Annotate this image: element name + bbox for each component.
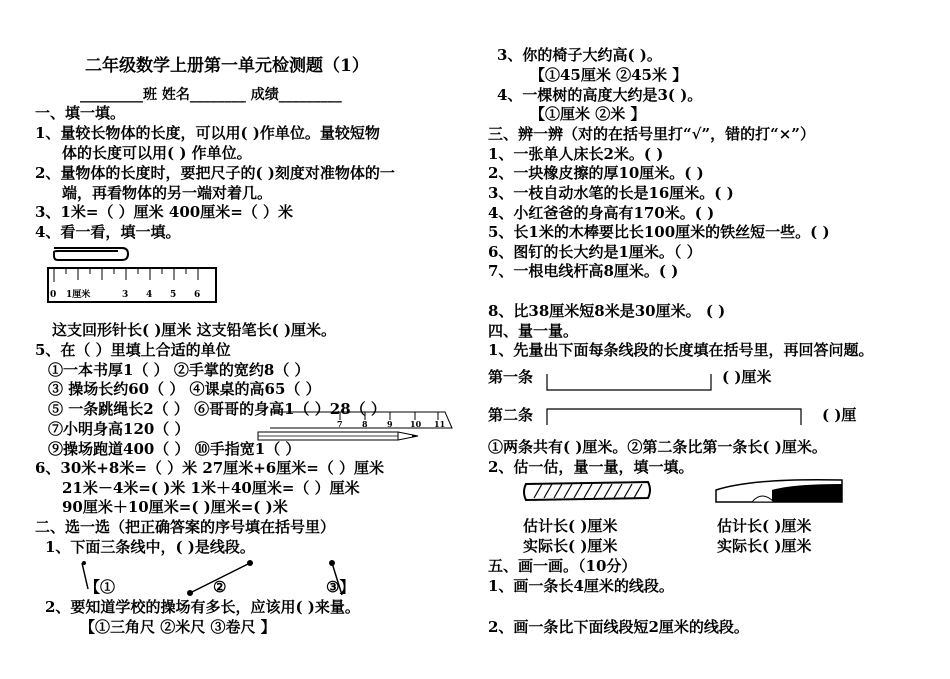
actual-1: 实际长( )厘米 — [523, 537, 618, 555]
measure-1: 1、先量出下面每条线段的长度填在括号里，再回答问题。 — [488, 341, 874, 359]
q6-row3: 90厘米＋10厘米=( )厘米=( )米 — [62, 498, 288, 516]
judge-1: 1、一张单人床长2米。( ) — [488, 145, 664, 163]
q1-line2: 体的长度可以用( ) 作单位。 — [62, 144, 252, 162]
pencil-ruler-label-11: 11 — [434, 419, 446, 429]
ruler-label-3: 3 — [122, 290, 129, 300]
q2-2-options: 【①三角尺 ②米尺 ③卷尺 】 — [80, 618, 276, 636]
judge-3: 3、一枝自动水笔的长是16厘米。( ) — [488, 184, 734, 202]
q2-1: 1、下面三条线中，( )是线段。 — [45, 538, 255, 556]
q2-line1: 2、量物体的长度时，要把尺子的( )刻度对准物体的一 — [35, 164, 395, 182]
pencil-ruler-label-10: 10 — [410, 419, 422, 429]
section-1-heading: 一、填一填。 — [35, 104, 126, 122]
segment-1 — [545, 370, 715, 394]
q5-row5: ⑨操场跑道400（ ） ⑩手指宽1（ ） — [48, 440, 301, 458]
section-4-heading: 四、量一量。 — [488, 322, 579, 340]
stick-icon — [520, 478, 655, 504]
draw-2: 2、画一条比下面线段短2厘米的线段。 — [488, 618, 749, 636]
q2-2: 2、要知道学校的操场有多长，应该用( )来量。 — [45, 598, 360, 616]
draw-1: 1、画一条长4厘米的线段。 — [488, 577, 674, 595]
pencil-icon — [258, 432, 418, 440]
pencil-ruler-label-7: 7 — [337, 419, 343, 429]
ruler-label-5: 5 — [170, 290, 177, 300]
q6-row2: 21米－4米=( )米 1米＋40厘米=（ ）厘米 — [62, 479, 360, 497]
page-title: 二年级数学上册第一单元检测题（1） — [85, 56, 369, 76]
ruler-label-6: 6 — [194, 290, 201, 300]
judge-2: 2、一块橡皮擦的厚10厘米。( ) — [488, 164, 704, 182]
q5-row2: ③ 操场长约60（ ） ④课桌的高65（ ） — [48, 380, 321, 398]
section-5-heading: 五、画一画。（10分） — [488, 557, 637, 575]
q2-line2: 端，再看物体的另一端对着几。 — [62, 184, 273, 202]
judge-7: 7、一根电线杆高8厘米。( ) — [488, 262, 679, 280]
pencil-ruler-figure — [240, 400, 460, 450]
estimate-1: 估计长( )厘米 — [523, 517, 618, 535]
option-3-label: ③】 — [326, 578, 355, 596]
q2-3: 3、你的椅子大约高( )。 — [497, 46, 662, 64]
judge-4: 4、小红爸爸的身高有170米。( ) — [488, 204, 715, 222]
q4-answer-line: 这支回形针长( )厘米 这支铅笔长( )厘米。 — [52, 321, 337, 339]
segment-2 — [545, 405, 805, 429]
pencil-ruler-label-8: 8 — [362, 419, 368, 429]
segment-2-label: 第二条 — [488, 406, 534, 424]
q5-row1: ①一本书厚1（ ） ②手掌的宽约8（ ） — [48, 361, 310, 379]
ruler-label-0: 0 — [50, 290, 57, 300]
measure-1-question: ①两条共有( )厘米。②第二条比第一条长( )厘米。 — [488, 438, 827, 456]
student-info-line: _________班 姓名________ 成绩_________ — [80, 87, 342, 103]
estimate-2: 估计长( )厘米 — [717, 517, 812, 535]
ruler-paperclip-figure — [44, 242, 224, 306]
ruler-label-4: 4 — [146, 290, 153, 300]
ruler-label-1: 1厘米 — [66, 290, 91, 300]
segment-1-label: 第一条 — [488, 368, 534, 386]
segment-2-answer: ( )厘 — [822, 406, 857, 424]
option-1-label: 【① — [85, 578, 116, 596]
option-2-label: ② — [213, 578, 227, 596]
q2-3-options: 【①45厘米 ②45米 】 — [530, 66, 688, 84]
q1-line1: 1、量较长物体的长度，可以用( )作单位。量较短物 — [35, 124, 380, 142]
judge-5: 5、长1米的木棒要比长100厘米的铁丝短一些。( ) — [488, 223, 830, 241]
section-2-heading: 二、选一选（把正确答案的序号填在括号里） — [35, 518, 336, 536]
q3: 3、1米=（ ）厘米 400厘米=（ ）米 — [35, 203, 293, 221]
section-3-heading: 三、辨一辨（对的在括号里打“√”，错的打“×”） — [488, 125, 815, 143]
scraper-icon — [712, 476, 847, 506]
q5-row4: ⑦小明身高120（ ） — [48, 420, 190, 438]
measure-2: 2、估一估，量一量，填一填。 — [488, 458, 694, 476]
q2-4-options: 【①厘米 ②米 】 — [530, 105, 646, 123]
segment-1-answer: ( )厘米 — [722, 368, 772, 386]
paperclip-icon — [54, 248, 128, 260]
q5-row3: ⑤ 一条跳绳长2（ ） ⑥哥哥的身高1（ ）28（ ） — [48, 400, 386, 418]
actual-2: 实际长( )厘米 — [717, 537, 812, 555]
q6-row1: 6、30米+8米=（ ）米 27厘米+6厘米=（ ）厘米 — [35, 459, 385, 477]
judge-6: 6、图钉的长大约是1厘米。（ ） — [488, 243, 702, 261]
pencil-ruler-label-9: 9 — [387, 419, 393, 429]
q2-4: 4、一棵树的高度大约是3( )。 — [497, 86, 703, 104]
q4: 4、看一看，填一填。 — [35, 223, 181, 241]
q5: 5、在（ ）里填上合适的单位 — [35, 341, 231, 359]
judge-8: 8、比38厘米短8米是30厘米。 ( ) — [488, 302, 726, 320]
